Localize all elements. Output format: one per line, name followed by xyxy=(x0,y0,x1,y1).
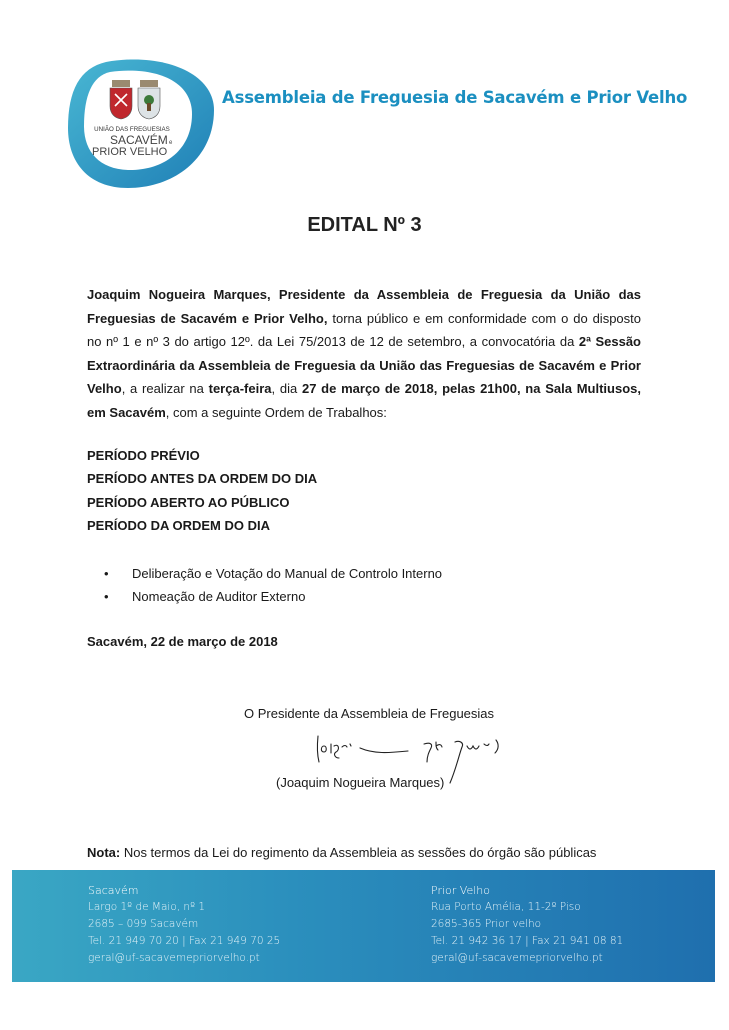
footer-prior-velho xyxy=(431,882,623,967)
footer-sacavem-email: geral@uf-sacavemepriorvelho.pt xyxy=(88,952,260,964)
intro-text-2: , a realizar na xyxy=(121,381,209,396)
footer-sacavem-title: Sacavém xyxy=(88,884,139,897)
place-date: Sacavém, 22 de março de 2018 xyxy=(87,634,278,649)
prior-velho-crest-icon xyxy=(138,80,160,119)
period-item: PERÍODO PRÉVIO xyxy=(87,448,200,463)
period-item: PERÍODO ABERTO AO PÚBLICO xyxy=(87,494,290,510)
organization-name: Assembleia de Freguesia de Sacavém e Prior Velho xyxy=(222,88,688,107)
signature-title: O Presidente da Assembleia de Freguesias xyxy=(244,706,495,721)
footer-prior-velho-address: Rua Porto Amélia, 11-2º Piso xyxy=(431,901,581,913)
footer-sacavem-phone: Tel. 21 949 70 20 | Fax 21 949 70 25 xyxy=(88,935,281,947)
agenda-list xyxy=(104,562,442,608)
intro-paragraph xyxy=(87,283,641,424)
signatory-name: (Joaquim Nogueira Marques) xyxy=(276,775,445,790)
logo-sacavem: SACAVÉM xyxy=(110,133,168,147)
intro-text-4: , com a seguinte Ordem de Trabalhos: xyxy=(165,404,387,420)
agenda-item xyxy=(104,562,442,585)
footer-sacavem-address: Largo 1º de Maio, nº 1 xyxy=(88,901,206,913)
period-item: PERÍODO DA ORDEM DO DIA xyxy=(87,517,270,533)
document-title: EDITAL Nº 3 xyxy=(307,214,422,236)
sacavem-crest-icon xyxy=(110,80,132,119)
intro-author: Joaquim Nogueira Marques, Presidente da Assembleia de Freguesia da União das Freguesias de Sacavém e Prior Velho, xyxy=(87,287,641,326)
footer-prior-velho-postcode: 2685-365 Prior velho xyxy=(431,918,542,930)
intro-date-time: 27 de março de 2018, pelas 21h00, na Sala Multiusos, em Sacavém xyxy=(87,381,641,420)
periods-list xyxy=(87,444,317,537)
bullet-icon: • xyxy=(104,589,109,604)
footer-sacavem-postcode: 2685 – 099 Sacavém xyxy=(88,918,199,930)
footer-prior-velho-title: Prior Velho xyxy=(431,884,490,897)
period-item: PERÍODO ANTES DA ORDEM DO DIA xyxy=(87,471,318,487)
intro-weekday: terça-feira xyxy=(208,381,272,396)
intro-text-3: , dia xyxy=(271,381,302,396)
bullet-icon: • xyxy=(104,566,109,581)
footer-prior-velho-email: geral@uf-sacavemepriorvelho.pt xyxy=(431,952,603,964)
footer-contacts xyxy=(12,870,715,982)
logo-caption: UNIÃO DAS FREGUESIAS xyxy=(94,126,170,133)
intro-session: 2ª Sessão Extraordinária da Assembleia de Freguesia da União das Freguesias de Sacavém e Prior Velho xyxy=(87,334,641,396)
note xyxy=(87,845,596,860)
agenda-item-label: Deliberação e Votação do Manual de Controlo Interno xyxy=(132,566,443,581)
agenda-item-label: Nomeação de Auditor Externo xyxy=(132,589,306,604)
agenda-item xyxy=(104,585,442,608)
logo-prior-velho: PRIOR VELHO xyxy=(92,146,168,158)
footer-sacavem xyxy=(88,882,280,967)
intro-text-1: torna público e em conformidade com o do disposto no nº 1 e nº 3 do artigo 12º. da Lei 75/2013 de 12 de setembro, a convocatória da xyxy=(87,310,641,349)
logo xyxy=(66,58,216,190)
note-label: Nota: xyxy=(87,845,121,860)
footer-prior-velho-phone: Tel. 21 942 36 17 | Fax 21 941 08 81 xyxy=(431,935,624,947)
logo-conjunction: e xyxy=(169,140,173,146)
note-text: Nos termos da Lei do regimento da Assembleia as sessões do órgão são públicas xyxy=(120,845,597,860)
